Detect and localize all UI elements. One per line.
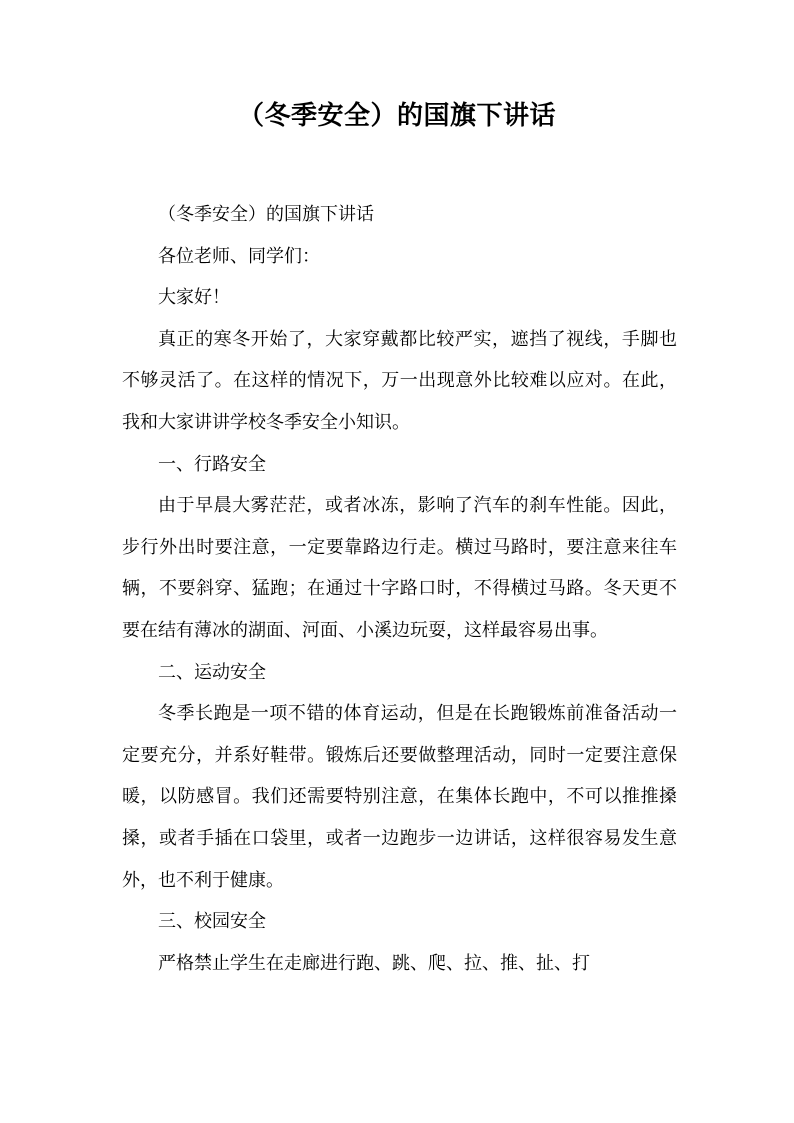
paragraph-intro: 真正的寒冬开始了，大家穿戴都比较严实，遮挡了视线，手脚也不够灵活了。在这样的情况下，万一出现意外比较难以应对。在此，我和大家讲讲学校冬季安全小知识。 — [122, 328, 677, 433]
paragraph-subtitle: （冬季安全）的国旗下讲话 — [158, 204, 374, 225]
document-body — [122, 194, 677, 984]
document-title: （冬季安全）的国旗下讲话 — [237, 101, 556, 131]
section-heading-sports-safety: 二、运动安全 — [158, 661, 266, 683]
paragraph-road-safety: 由于早晨大雾茫茫，或者冰冻，影响了汽车的刹车性能。因此，步行外出时要注意，一定要靠路边行走。横过马路时，要注意来往车辆，不要斜穿、猛跑；在通过十字路口时，不得横过马路。冬天更不要在结有薄冰的湖面、河面、小溪边玩耍，这样最容易出事。 — [122, 495, 677, 641]
paragraph-greeting: 大家好！ — [158, 287, 230, 309]
section-heading-campus-safety: 三、校园安全 — [158, 911, 266, 933]
section-heading-road-safety: 一、行路安全 — [158, 453, 266, 475]
paragraph-campus-safety: 严格禁止学生在走廊进行跑、跳、爬、拉、推、扯、打 — [158, 952, 590, 974]
paragraph-sports-safety: 冬季长跑是一项不错的体育运动，但是在长跑锻炼前准备活动一定要充分，并系好鞋带。锻炼后还要做整理活动，同时一定要注意保暖，以防感冒。我们还需要特别注意，在集体长跑中，不可以推推搡搡，或者手插在口袋里，或者一边跑步一边讲话，这样很容易发生意外，也不利于健康。 — [122, 703, 677, 891]
paragraph-salutation: 各位老师、同学们： — [158, 245, 320, 267]
